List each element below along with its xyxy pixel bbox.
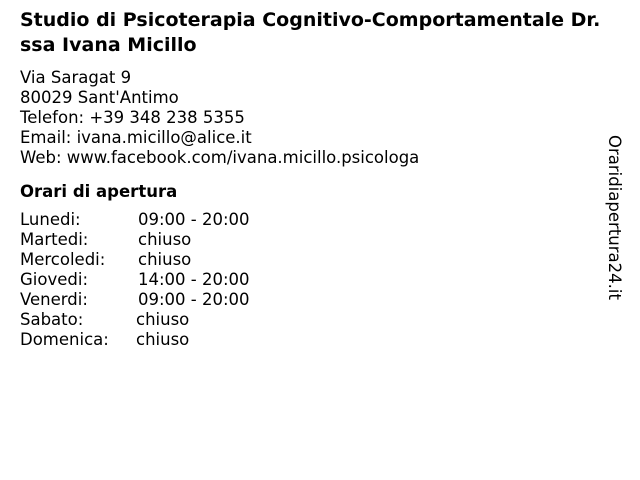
hours-row-friday: [20, 290, 610, 310]
day-label: Lunedi:: [20, 210, 81, 229]
day-label: Domenica:: [20, 330, 109, 349]
address-block: [20, 68, 610, 168]
phone-number: Telefon: +39 348 238 5355: [20, 108, 245, 127]
day-hours: chiuso: [138, 250, 192, 269]
day-label: Sabato:: [20, 310, 84, 329]
day-hours: 09:00 - 20:00: [138, 290, 250, 309]
hours-row-wednesday: [20, 250, 610, 270]
city-address: 80029 Sant'Antimo: [20, 88, 179, 107]
opening-hours-table: [20, 210, 610, 350]
day-label: Mercoledi:: [20, 250, 106, 269]
day-hours: chiuso: [136, 330, 190, 349]
website-url: Web: www.facebook.com/ivana.micillo.psicologa: [20, 148, 420, 167]
day-hours: 09:00 - 20:00: [138, 210, 250, 229]
day-hours: chiuso: [138, 230, 192, 249]
day-hours: chiuso: [136, 310, 190, 329]
business-title: Studio di Psicoterapia Cognitivo-Comportamentale Dr. ssa Ivana Micillo: [20, 9, 601, 56]
opening-hours-heading: Orari di apertura: [20, 182, 178, 201]
hours-row-sunday: [20, 330, 610, 350]
day-label: Giovedi:: [20, 270, 88, 289]
hours-row-thursday: [20, 270, 610, 290]
site-watermark: Oraridiapertura24.it: [605, 135, 624, 300]
day-label: Martedi:: [20, 230, 89, 249]
hours-row-saturday: [20, 310, 610, 330]
hours-row-tuesday: [20, 230, 610, 250]
day-hours: 14:00 - 20:00: [138, 270, 250, 289]
email-address: Email: ivana.micillo@alice.it: [20, 128, 252, 147]
day-label: Venerdi:: [20, 290, 88, 309]
street-address: Via Saragat 9: [20, 68, 132, 87]
business-card: [20, 8, 610, 350]
hours-row-monday: [20, 210, 610, 230]
